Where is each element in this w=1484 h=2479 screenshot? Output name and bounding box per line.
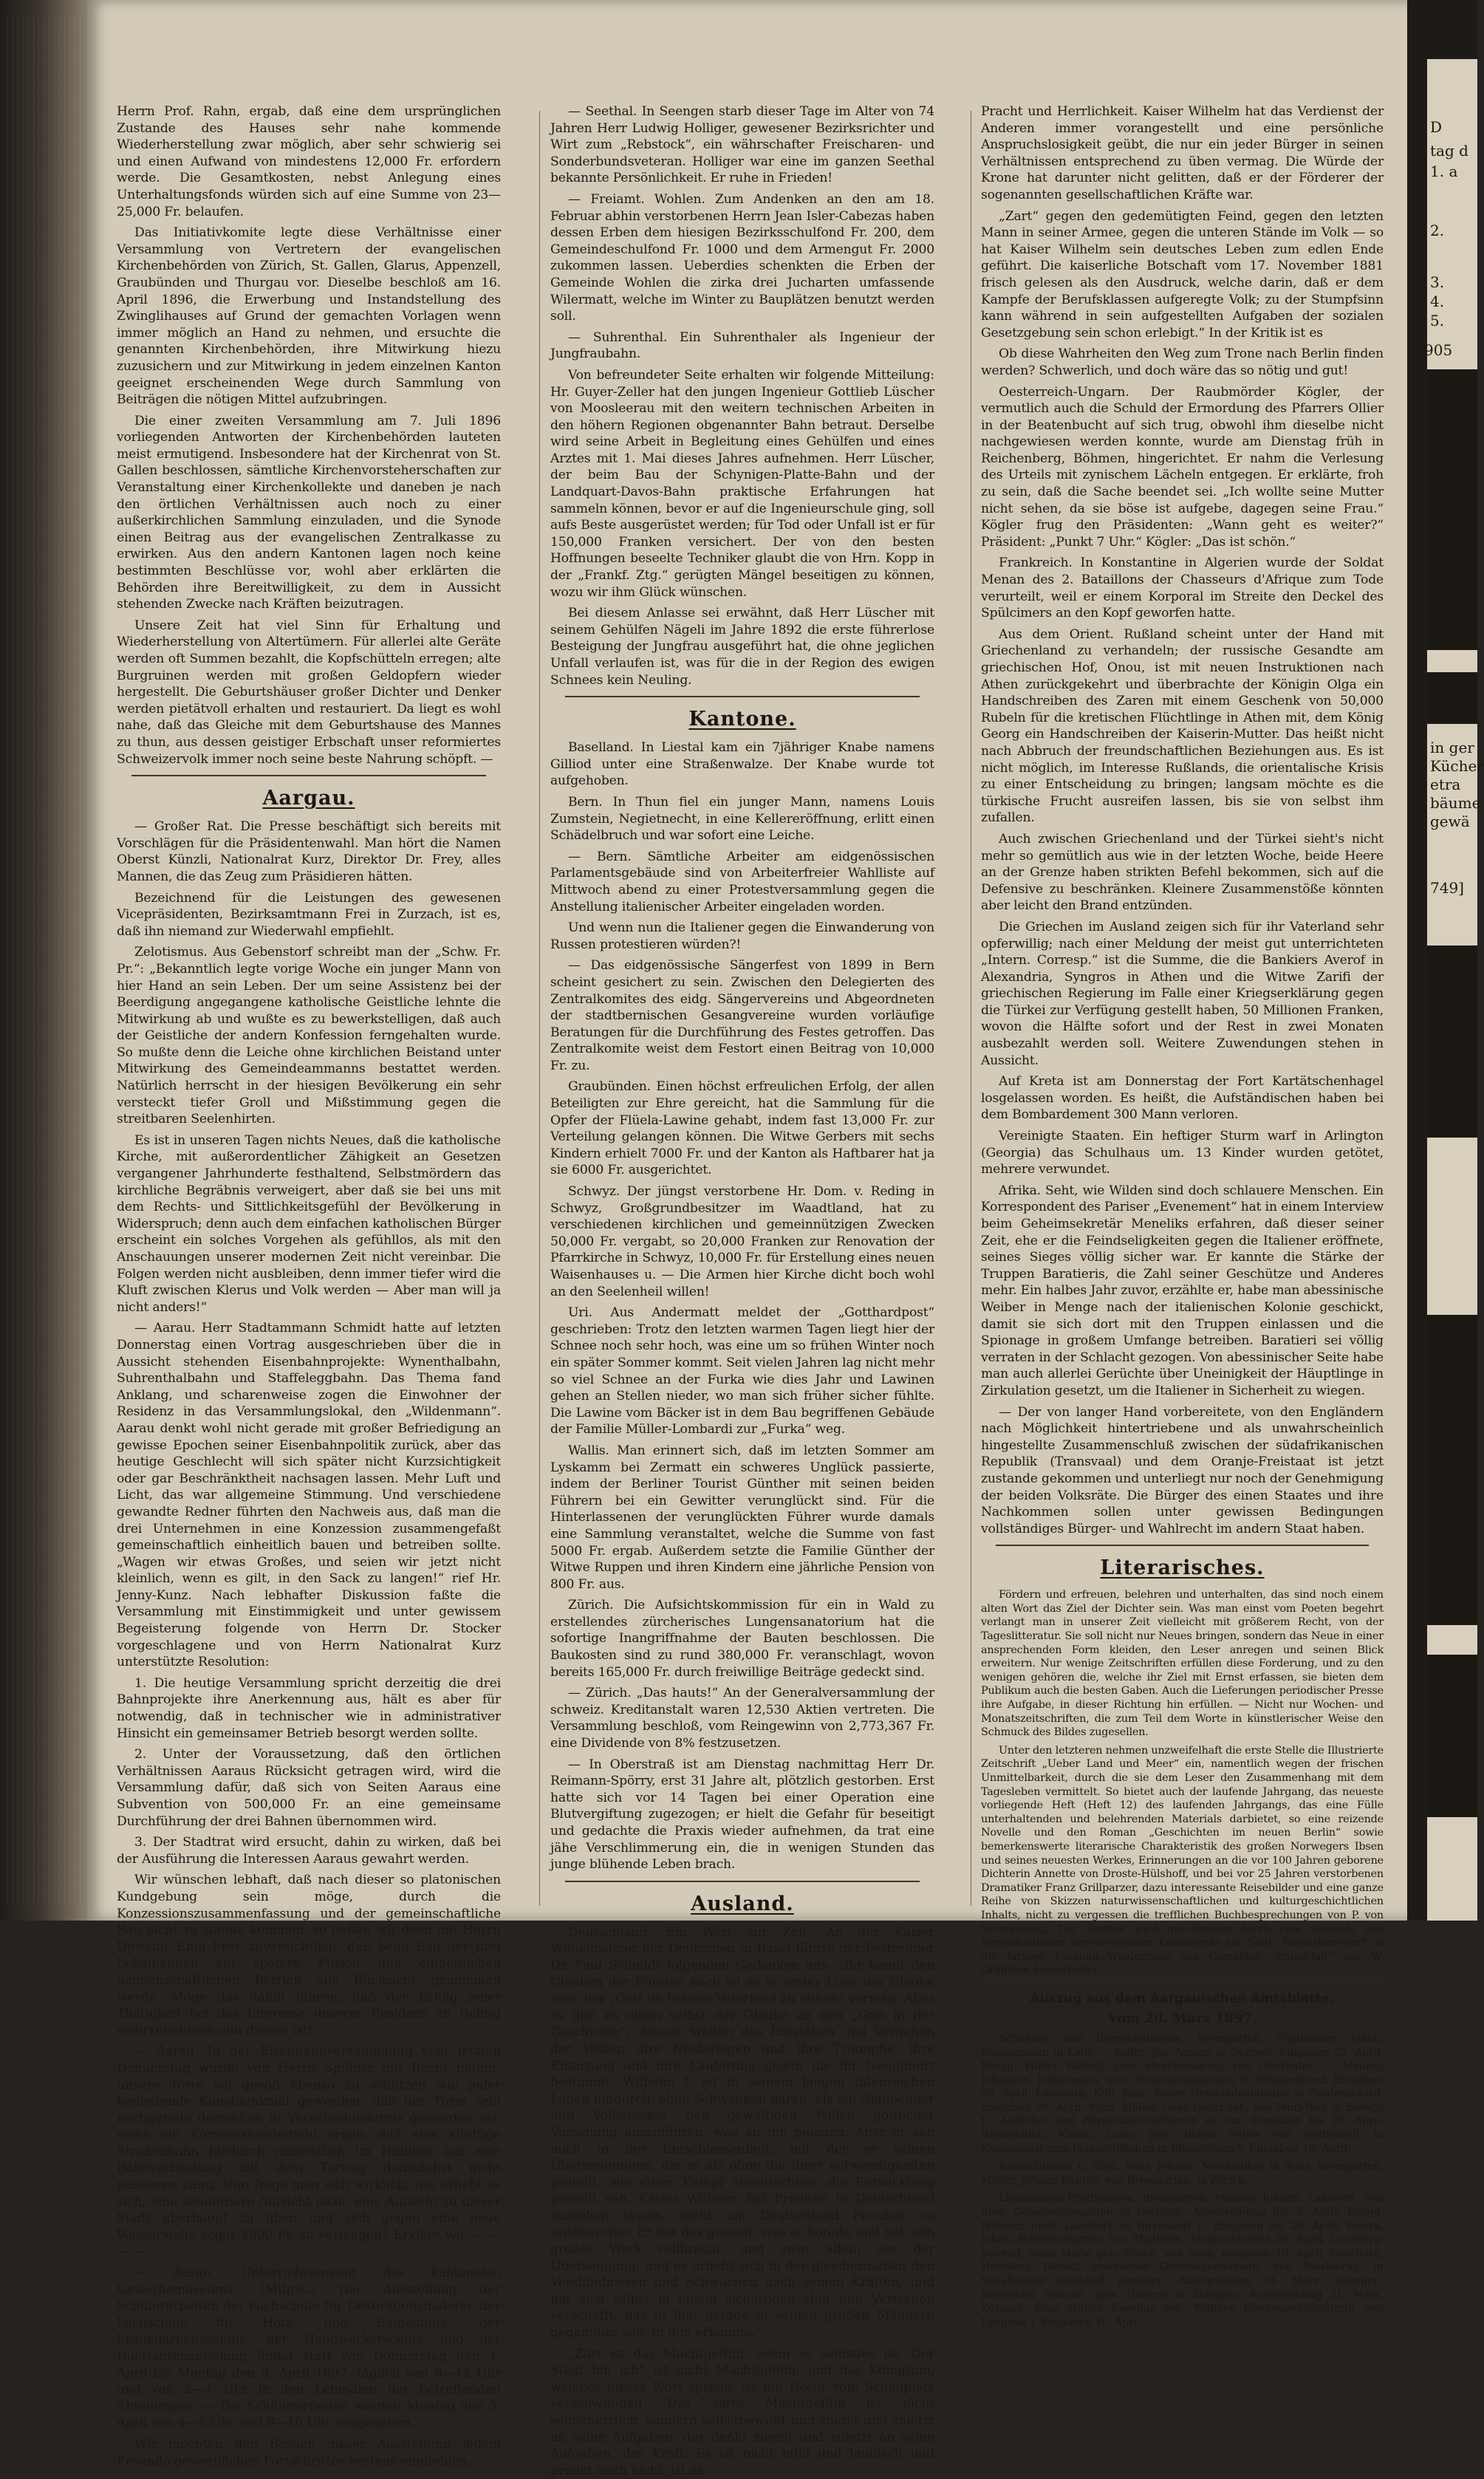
strip-text: D <box>1430 118 1443 136</box>
paragraph: Zürich. Die Aufsichtskommission für ein in Wald zu erstellendes zürcherisches Lungensanatorium hat die sofortige Inangriffnahme der Bauten beschlossen. Die Baukosten sind zu rund 380,000 Fr. veranschlagt, wovon bereits 165,000 Fr. durch freiwillige Beiträge gedeckt sind. <box>550 1598 934 1680</box>
section-heading-ausland: Ausland. <box>691 1892 794 1915</box>
paragraph: Graubünden. Einen höchst erfreulichen Erfolg, der allen Beteiligten zur Ehre gereicht, hat die Sammlung für die Opfer der Flüela-Lawine gehabt, indem fast 13,000 Fr. zur Verteilung gelangen können. Die Witwe Gerbers mit sechs Kindern erhielt 7000 Fr. und der Kanton als Haftbarer hat ja sie 6000 Fr. ausgerichtet. <box>550 1079 934 1178</box>
section-divider <box>996 1545 1369 1546</box>
dark-ad-block <box>1427 1315 1477 1625</box>
column-3 <box>981 103 1384 2328</box>
strip-text: gewä <box>1430 813 1470 830</box>
paragraph: — Aarau. Herr Stadtammann Schmidt hatte auf letzten Donnerstag einen Vortrag ausgeschrieben über die in Aussicht stehenden Eisenbahnprojekte: Wynenthalbahn, Suhrenthalbahn und Staffeleggbahn. Das Thema fand Anklang, und scharenweise zogen die Einwohner der Residenz in das Versammlungslokal, den „Wildenmann“. Aarau denkt wohl nicht gerade mit großer Befriedigung an gewisse Epochen seiner Eisenbahnpolitik zurück, aber das heutige Geschlecht will sich später nicht Kurzsichtigkeit oder gar Beschränktheit nachsagen lassen. Mehr Luft und Licht, das war allgemeine Stimmung. Und verschiedene gewandte Redner führten den Nachweis aus, daß man die drei Unternehmen in eine Konzession zusammengefaßt gemeinschaftlich einheitlich bauen und betreiben sollte. „Wagen wir etwas Großes, und seien wir jetzt nicht kleinlich, wenn es gilt, in den Sack zu langen!“ rief Hr. Jenny-Kunz. Nach lebhafter Diskussion faßte die Versammlung mit Einstimmigkeit und unter gewissem Begeisterung folgende von Herrn Dr. Stocker vorgeschlagene und von Herrn Nationalrat Kurz unterstützte Resolution: <box>117 1321 501 1670</box>
paragraph: Unsere Zeit hat viel Sinn für Erhaltung und Wiederherstellung von Altertümern. Für allerlei alte Geräte werden oft Summen bezahlt, die Kopfschütteln erregen; alte Burgruinen werden mit großen Geldopfern wieder hergestellt. Die Geburtshäuser großer Dichter und Denker werden pietätvoll erhalten und restauriert. Da liegt es wohl nahe, daß das Gleiche mit dem Geburtshause des Mannes zu thun, aus dessen geistiger Erbschaft unser reformiertes Schweizervolk immer noch seine beste Nahrung schöpft. — <box>117 618 501 767</box>
strip-text: 3. <box>1430 273 1445 291</box>
section-divider <box>565 696 920 697</box>
paragraph: Die Griechen im Ausland zeigen sich für ihr Vaterland sehr opferwillig; nach einer Meldung der meist gut unterrichteten „Intern. Corresp.“ ist die Summe, die die Bankiers Averof in Alexandria, Syngros in Athen und die Witwe Zarifi der griechischen Regierung im Falle einer Kriegserklärung gegen die Türkei zur Verfügung gestellt haben, 50 Millionen Franken, wovon die Hälfte sofort und der Rest in zwei Monaten ausbezahlt werden soll. Weitere Zuwendungen stehen in Aussicht. <box>981 919 1384 1068</box>
paragraph: Bezeichnend für die Leistungen des gewesenen Vicepräsidenten, Bezirksamtmann Frei in Zurzach, ist es, daß ihn niemand zur Wiederwahl empfiehlt. <box>117 890 501 939</box>
paragraph: Schulden- und Bürgschaftsrüfe. Bremgarten. Füglistaller, Jakob, Bizeammann in Lieli. — Koller, Jos. Antons in Oberwil. Eingaben 22. April. Brugg. Huber Rudolf, gew. Straßenwärter, von Oberhalm. — Maurer, Johannes, Johannesen, gew. Gemeindeammann in Schmiedrued. Eingaben 30. April. Lenzburg. Kull, Jaak. Seiler. Gemeindeammann in Gontenschwil. Eingaben 30. April. Muri. Müller, Goar Leonz sel., von Muri-Wey, in Boswyl †. Aufgebot und Bürgschaftsverfahren zu tun. Eingaben bis 20. April. Rheinfelden. Kistler, Louis, gew. Bohni, Witwe von Wölflinswil, in Kaiseraugst zum Feldschlößchen in Rheinfelden †. Eingaben 19. April. <box>981 2032 1384 2155</box>
paragraph: Deutschland. Ein Wort zur Zeit. An der Kaiser Wilhelmsfeier der Deutschen in Basel führte der Festredner Dr. Paul Schmidt folgenden Gedanken aus: „Ihr kennt den Glauben der Fürsten nach ist es in erster Linie der Glaube sein, der „Gott im hehren Vaterland zu ahnen“ vermag. Aber es gibt es einen selbst der Glaube an den „Gott in der Geschichte“, dessen Walten das Entstehen und Vergehen der Völker, ihre Niederlagen und ihre Triumphe, ihre Entartung und ihre Läuterung gegen die ihr Neugeburt bestimmt. Wilhelm I. ist in seinem langen tatenreichen Leben hindurch, ohne Schwanken daran, als ein Glaubender und Vollstrecker den gewaltigen Willen göttlicher Vorsehung auszuführen, was an ihn gelegen. Aber er sah auch in der Entschlossenheit, mit der er seinen Überzeugungen, die er als ohne die ihrer notwendigkeiten gestellt, wie einen Kampf auszufechten, die Entwicklung gestellt sah. Kaiser Wilhelm hat Preußen in Deutschland aufgehen lassen, nicht um Deutschland Preußen zu unterwerfen. Er hat das gezeigt, was er konnte und hat sein großes Werk vollbracht, und zwar allein aus der Überzeugung, und es erhebt sich in der gleichermaßen den Verständnissen und Schwächen nach seinen Kräften, und hat sich selbst in einem sichernden Halt und Vertrauen verschafft, das in ihm gerade in seinen großen Männern gegenüber sah, in ihm erkannte.“ <box>550 1924 934 2341</box>
resolution-item: 1. Die heutige Versammlung spricht derzeitig die drei Bahnprojekte ihre Anerkennung aus, hält es aber für notwendig, daß in technischer wie in administrativer Hinsicht ein gemeinsamer Betrieb besorgt werden sollte. <box>117 1675 501 1741</box>
strip-text: 1. a <box>1430 163 1458 180</box>
paragraph: — Zürich. „Das hauts!“ An der Generalversammlung der schweiz. Kreditanstalt waren 12,530 Aktien vertreten. Die Versammlung beschloß, vom Reingewinn von 2,773,367 Fr. eine Dividende von 8% festzusetzen. <box>550 1686 934 1751</box>
paragraph: Unter den letzteren nehmen unzweifelhaft die erste Stelle die Illustrierte Zeitschrift „Ueber Land und Meer“ ein, namentlich wegen der frischen Unmittelbarkeit, durch die sie dem Leser den Zusammenhang mit dem Tagesleben vermittelt. So bietet auch der laufende Jahrgang, das neueste vorliegende Heft (Heft 12) des laufenden Jahrgangs, das eine Fülle unterhaltenden und belehrenden Materials darbietet, so eine reizende Novelle und den Roman „Geschichten im neuen Berlin“ sowie bemerkenswerte literarische Charakteristik des großen Norwegers Ibsen und seines neuesten Werkes, Erinnerungen an die vor 100 Jahren geborene Dichterin Annette von Droste-Hülshoff, und bei vor 25 Jahren verstorbenen Dramatiker Franz Grillparzer, dazu interessante Reisebilder und eine ganze Reihe von Skizzen naturwissenschaftlichen und kulturgeschichtlichen Inhalts, nicht zu vergessen die trefflichen Buchbesprechungen von P. von Szczepanski. Der Textteil wird geschmückt durch eine Auswahl von Reproduktionen hervorragender Kunstwerke zur Seite. Bemerkenswert ist die farbige Faksimile-Wiedergabe des Gemäldes „Enten-fall“ von W. Gräbhein hervorheben. <box>981 1744 1384 1977</box>
paragraph: — In Oberstraß ist am Dienstag nachmittag Herr Dr. Reimann-Spörry, erst 31 Jahre alt, plötzlich gestorben. Erst hatte sich vor 14 Tagen bei einer Operation eine Blutvergiftung zugezogen; er hielt die Gefahr für beseitigt und gedachte die Praxis wieder aufnehmen, da trat eine jähe Verschlimmerung ein, die in wenigen Stunden das junge blühende Leben brach. <box>550 1757 934 1873</box>
paragraph: Wir wünschen lebhaft, daß nach dieser so platonischen Kundgebung sein möge, durch die Konzessionszusammenfassung und der gemeinschaftliche Bau nicht zu stande kommen, so hoffen wir doch mit Herrn Direktor Emil Frey zuversichtlich, daß beim Bau der drei Lokalbahnen auf spätere Fusion und einheitlichen gemeinschaftlichen Betrieb alle Rücksicht genommen werde. Möge das dahin führen, daß der Erfolg jener Thätigkeit bei das Interesse unserer Residenz zu richtig wahrzunehmen und dienen ist! <box>117 1873 501 2038</box>
section-heading-literarisches: Literarisches. <box>1100 1556 1265 1580</box>
paragraph: Auch zwischen Griechenland und der Türkei sieht's nicht mehr so gemütlich aus wie in der letzten Woche, beide Heere an der Grenze haben strikten Befehl bekommen, sich auf die Defensive zu beschränken. Kleinere Zusammenstöße könnten aber leicht den Brand entzünden. <box>981 831 1384 914</box>
strip-text: tag d <box>1430 142 1468 160</box>
paragraph: Ob diese Wahrheiten den Weg zum Trone nach Berlin finden werden? Schwerlich, und doch wäre das so nötig und gut! <box>981 346 1384 378</box>
paragraph: — Bern. Sämtliche Arbeiter am eidgenössischen Parlamentsgebäude sind von Arbeiterfreier Wahlliste auf Mittwoch abend zu einer Protestversammlung gegen die Anstellung italienischer Arbeiter eingeladen worden. <box>550 849 934 914</box>
resolution-item: 2. Unter der Voraussetzung, daß den örtlichen Verhältnissen Aaraus Rücksicht getragen wird, wird die Versammlung dafür, daß sich von Seiten Aaraus eine Subvention von 500,000 Fr. an eine gemeinsame Durchführung der drei Bahnen übernommen wird. <box>117 1747 501 1829</box>
paragraph: Fördern und erfreuen, belehren und unterhalten, das sind noch einem alten Wort das Ziel der Dichter sein. Was man einst vom Poeten begehrt verlangt man in unserer Zeit vielleicht mit größerem Recht, von der Tageslitteratur. Sie soll nicht nur Neues bringen, sondern das Neue in einer ansprechenden Form kleiden, den Leser anregen und seinen Blick erweitern. Nur wenige Zeitschriften erfüllen diese Forderung, und zu den wenigen gehören die, welche ihr Ziel mit Ernst erfassen, sie bieten dem Publikum auch die besten Gaben. Auch die Lieferungen periodischer Presse ihre Aufgabe, in dieser Richtung hin erfüllen. — Nicht nur Wochen- und Monatszeitschriften, die zum Teil dem Worte in künstlerischer Weise den Schmuck des Bildes zugesellen. <box>981 1589 1384 1739</box>
dark-ad-block <box>1427 672 1477 724</box>
section-divider <box>981 1982 1384 1984</box>
paragraph: Herrn Prof. Rahn, ergab, daß eine dem ursprünglichen Zustande des Hauses sehr nahe kommende Wiederherstellung zwar möglich, aber sehr schwierig sei und einen Aufwand von mindestens 12,000 Fr. erfordern werde. Die Gesamtkosten, nebst Anlegung eines Unterhaltungsfonds würden sich auf eine Summe von 23—25,000 Fr. belaufen. <box>117 104 501 219</box>
paragraph: „Zart“ gegen den gedemütigten Feind, gegen den letzten Mann in seiner Armee, gegen die unteren Stände im Volk — so hat Kaiser Wilhelm sein deutsches Leben zum edlen Ende geführt. Die kaiserliche Botschaft vom 17. November 1881 frisch gelesen als den Ausdruck, welche darin, daß er dem Kampfe der Berufsklassen aufgeregte Volk; zu der Stumpfsinn kann während in sein aufgestellten Aufgaben der sozialen Gesetzgebung sein schon erlebigt.“ In der Kritik ist es <box>981 208 1384 341</box>
dark-ad-block <box>1427 369 1477 650</box>
column-2 <box>550 103 934 2478</box>
paragraph: Frankreich. In Konstantine in Algerien wurde der Soldat Menan des 2. Bataillons der Chasseurs d'Afrique zum Tode verurteilt, weil er einem Korporal im Streite den Deckel des Spülcimers an den Kopf geworfen hatte. <box>981 555 1384 621</box>
strip-text: 4. <box>1430 293 1445 310</box>
resolution-item: 3. Der Stadtrat wird ersucht, dahin zu wirken, daß bei der Ausführung die Interessen Aaraus gewahrt werden. <box>117 1835 501 1867</box>
section-heading-aargau: Aargau. <box>262 787 355 810</box>
paragraph: Zelotismus. Aus Gebenstorf schreibt man der „Schw. Fr. Pr.“: „Bekanntlich legte vorige Woche ein junger Mann von hier Hand an sein Leben. Der um seine Assistenz bei der Beerdigung angegangene katholische Geistliche lehnte die Mitwirkung ab und wußte es zu bewerkstelligen, daß auch der Geistliche der andern Konfession ferngehalten wurde. So mußte denn die Leiche ohne kirchlichen Beistand unter Mitwirkung des Gemeindeammanns bestattet werden. Natürlich herrscht in der hiesigen Bevölkerung ein sehr versteckt tiefer Groll und Mißstimmung gegen die streitbaren Seelenhirten. <box>117 945 501 1127</box>
paragraph: Rehabilitation n. Zurz. Rohr, Johann, Mechaniker in Rohr. Bremgarten. Müller, Johann Baptist, von Bremgarten, in Zürich. <box>981 2161 1384 2186</box>
paragraph: Aus dem Orient. Rußland scheint unter der Hand mit Griechenland zu verhandeln; der russische Gesandte am griechischen Hof, Onou, ist mit neuen Instruktionen nach Athen zurückgekehrt und überbrachte der Königin Olga ein Handschreiben des Zaren mit einem Geschenk von 50,000 Rubeln für die kretischen Flüchtlinge in Athen mit, dem König Georg ein Handschreiben der Kaiserin-Mutter. Das heißt nicht nach Abbruch der freundschaftlichen Beziehungen aus. Es ist nicht möglich, im Interesse Rußlands, die orientalische Krisis zu einer Entscheidung zu bringen; langsam möchte es die türkische Frucht ausreifen lassen, bis sie von selbst ihm zufallen. <box>981 626 1384 826</box>
dark-ad-block <box>1427 946 1477 1138</box>
paragraph: — Suhrenthal. Ein Suhrenthaler als Ingenieur der Jungfraubahn. <box>550 329 934 362</box>
paragraph: Bei diesem Anlasse sei erwähnt, daß Herr Lüscher mit seinem Gehülfen Nägeli im Jahre 1892 die erste führerlose Besteigung der Jungfrau ausgeführt hat, die ohne jeglichen Unfall verlaufen ist, was für die in der Region des ewigen Schnees kein Neuling. <box>550 606 934 688</box>
book-binding <box>0 0 87 1921</box>
paragraph: Wir möchten den Besuch dieser Ausstellung jedem Freunde gewerblichen Fortschrittes bestens empfehlen. <box>117 2436 501 2469</box>
paragraph: Es ist in unseren Tagen nichts Neues, daß die katholische Kirche, mit außerordentlicher Zähigkeit an Gesetzen vergangener Jahrhunderte festhaltend, Selbstmördern das kirchliche Begräbnis verweigert, aber daß sie bei uns mit dem Rechts- und Sittlichkeitsgefühl der Bevölkerung in Widerspruch; denn auch dem einfachen katholischen Bürger erscheint ein solches Vorgehen als gefühllos, als mit den Anschauungen unserer modernen Zeit nicht vereinbar. Die Folgen werden nicht ausbleiben, denn immer tiefer wird die Kluft zwischen Klerus und Volk werden — Aber man will ja nicht anders!“ <box>117 1132 501 1315</box>
paragraph: Und wenn nun die Italiener gegen die Einwanderung von Russen protestieren würden?! <box>550 920 934 952</box>
strip-text: Kücher <box>1430 757 1484 775</box>
paragraph: Vereinigte Staaten. Ein heftiger Sturm warf in Arlington (Georgia) das Schulhaus um. 13 Kinder wurden getötet, mehrere verwundet. <box>981 1129 1384 1177</box>
paragraph: Oesterreich-Ungarn. Der Raubmörder Kögler, der vermutlich auch die Schuld der Ermordung des Pfarrers Ollier in der Beatenbucht auf sich trug, obwohl ihm dieselbe nicht nachgewiesen werden konnte, wurde am Dienstag früh in Reichenberg, Böhmen, hingerichtet. Er nahm die Verlesung des Urteils mit zynischem Lächeln entgegen. Er erklärte, froh zu sein, daß die Sache beendet sei. „Ich wollte seine Mutter nicht sehen, da sie böse ist aufgebe, dagegen seine Frau.“ Kögler frug den Präsidenten: „Wann geht es weiter?“ Präsident: „Punkt 7 Uhr.“ Kögler: „Das ist schön.“ <box>981 384 1384 550</box>
dark-ad-block <box>1427 1655 1477 1817</box>
paragraph: Von befreundeter Seite erhalten wir folgende Mitteilung: Hr. Guyer-Zeller hat den jungen Ingenieur Gottlieb Lüscher von Moosleerau mit den weitern technischen Arbeiten in den höhern Regionen obgenannter Bahn betraut. Derselbe wird seine Arbeit in Begleitung eines Gehülfen und eines Arztes mit 1. Mai dieses Jahres aufnehmen. Herr Lüscher, der beim Bau der Schynigen-Platte-Bahn und der Landquart-Davos-Bahn praktische Erfahrungen hat sammeln können, bevor er auf die Ingenieurschule ging, soll aufs Beste ausgerüstet werden; für Tod oder Unfall ist er für 150,000 Franken versichert. Der von den besten Hoffnungen beseelte Techniker glaubt die von Hrn. Kopp in der „Frankf. Ztg.“ gerügten Mängel beseitigen zu können, wozu wir ihm Glück wünschen. <box>550 367 934 600</box>
strip-text: bäume <box>1430 794 1481 812</box>
paragraph: Liquidations-Eröffnungen. Bremgarten. Maurer, Johann, Landwirt, von Sins; Gemeindebeamten in Dottikon. Anschreibung bis 3. April. Brugg. Widmer, Josef, Landwirt, in Birrenlauf †. Eingaben bis 20. April. Bezirk. Jakob, Wilmensmartins von Thalheim. Einspruchsfrist 20. April. Lenzburg. Schmid, Anna Maria geb. Frider, von Seon, eingaben 10. April. Lenzburg. Hunziker, Rudolf, gewesener Gemeindeammann, von Mosleerau, in Schafisheim wohnhaft gewesen. Anschreibung 31. März. Zofingen. Baubolder, Samuel, gew. Tierarzt in Zofingen. Anschreibung 31. März. Zurzach. Frau Müller, Karolina geb. Widmer, Ellenwarenhändlerin, von Lengnau †. Eingaben 19. April. <box>981 2192 1384 2328</box>
paragraph: — Freiamt. Wohlen. Zum Andenken an den am 18. Februar abhin verstorbenen Herrn Jean Isler-Cabezas haben dessen Erben dem hiesigen Bezirksschulfond Fr. 200, dem Gemeindeschulfond Fr. 1000 und dem Armengut Fr. 2000 zukommen lassen. Ueberdies schenkten die Erben der Gemeinde Wohlen die zirka drei Jucharten umfassende Wilermatt, welche im Winter zu Bauplätzen benutzt werden soll. <box>550 191 934 324</box>
paragraph: Pracht und Herrlichkeit. Kaiser Wilhelm hat das Verdienst der Anderen immer vorangestellt und eine persönliche Anspruchslosigkeit geübt, die nur ein jeder Bürger in seinen Verhältnissen entsprechend zu üben vermag. Die Würde der Krone hat darunter nicht gelitten, daß er der Förderer der sogenannten gesellschaftlichen Kräfte war. <box>981 104 1384 202</box>
section-divider <box>131 775 486 776</box>
strip-text: 5. <box>1430 312 1445 329</box>
paragraph: Wallis. Man erinnert sich, daß im letzten Sommer am Lyskamm bei Zermatt ein schweres Unglück passierte, indem der Berliner Tourist Günther mit seinen beiden Führern bei ein Gewitter verunglückt sind. Für die Hinterlassenen der verunglückten Führer wurde damals eine Sammlung veranstaltet, welche die Summe von fast 5000 Fr. ergab. Außerdem setzte die Familie Günther der Witwe Ruppen und ihren Kindern eine jährliche Pension von 800 Fr. aus. <box>550 1443 934 1592</box>
paragraph: — Seethal. In Seengen starb dieser Tage im Alter von 74 Jahren Herr Ludwig Holliger, gewesener Bezirksrichter und Wirt zum „Rebstock“, ein währschafter Freischaren- und Sonderbundsveteran. Holliger war eine im ganzen Seethal bekannte Persönlichkeit. Er ruhe in Frieden! <box>550 104 934 186</box>
paragraph: Die einer zweiten Versammlung am 7. Juli 1896 vorliegenden Antworten der Kirchenbehörden lauteten meist ermutigend. Insbesondere hat der Kirchenrat von St. Gallen beschlossen, sämtliche Kirchenvorsteherschaften zur Veranstaltung einer Kirchenkollekte und daneben je nach den örtlichen Verhältnissen auch noch zu einer außerkirchlichen Sammlung einzuladen, und die Synode einen Beitrag aus der evangelischen Zentralkasse zu erwirken. Aus den andern Kantonen lagen noch keine bestimmten Beschlüsse vor, wohl aber erklärten die Behörden ihre Bereitwilligkeit, zu dem in Aussicht stehenden Zwecke nach Kräften beizutragen. <box>117 413 501 612</box>
amtsblatt-heading: Auszug aus dem Aargauischen Amtsblatte. <box>1030 1991 1335 2006</box>
paragraph: Uri. Aus Andermatt meldet der „Gotthardpost“ geschrieben: Trotz den letzten warmen Tagen liegt hier der Schnee noch sehr hoch, was eine um so frühen Winter noch ein später Sommer kommt. Seit vielen Jahren lag nicht mehr so viel Schnee an der Furka wie dies Jahr und Lawinen gehen an Stellen nieder, wo man sich früher sicher fühlte. Die Lawine vom Bäcker ist in dem Bau begriffenen Gebäude der Familie Müller-Lombardi zur „Furka“ weg. <box>550 1305 934 1437</box>
strip-text: in ger <box>1430 739 1474 756</box>
strip-text: 905 <box>1424 341 1453 359</box>
paragraph: — Aarau. In der Eisenbahnversammlung vom letzten Donnerstag wurde von Herrn Spühler mit Recht betont, unsere Torre sei gewiß ebenso zu schützen wie jeder bedeutende Kunstdenkmal geworden, daß der Turm sein nachgerade dermaßen in Verkehrshindernis geworden sei, wenn ein Kommissionsbericht ergab, daß eine künftige Straßenbahn hiedurch namentlich im Hinblick auf eine Bahnverbindung mit dem Torweg demnächst nicht passieren kann. Nun frage man sich wirklich, wie erhebt es sich, eine sonderbare Aufsicht dazu, eine Aufsicht zu dieser Stadt überhaupt zu üben und sich gegen eine neue Wasserstelle sogar 4800 Fr. zu verlangen? Erkläre wir — — — — <box>117 2044 501 2260</box>
strip-text: etra <box>1430 776 1461 793</box>
column-rule <box>539 111 540 1906</box>
paragraph: Das Initiativkomite legte diese Verhältnisse einer Versammlung von Vertretern der evangelischen Kirchenbehörden von Zürich, St. Gallen, Glarus, Appenzell, Graubünden und Thurgau vor. Dieselbe beschloß am 16. April 1896, die Erwerbung und Instandstellung des Zwinglihauses auf Grund der gemachten Vorlagen wenn immer möglich an Hand zu nehmen, und ersuchte die genannten Kirchenbehörden, ihre Mitwirkung hiezu zuzusichern und zur Mitwirkung in jedem einzelnen Kanton geeignet erscheinenden Wege durch Sammlung von Beiträgen die nötigen Mittel aufzubringen. <box>117 225 501 408</box>
strip-text: 749] <box>1430 879 1464 897</box>
paragraph: Bern. In Thun fiel ein junger Mann, namens Louis Zumstein, Negietnecht, in eine Kellereröffnung, erlitt einen Schädelbruch und war sofort eine Leiche. <box>550 794 934 844</box>
next-page-strip <box>1424 59 1484 1921</box>
paragraph: „Zart ist das Machtgefühl, wenn es selbstlos ist. Der Staat bin Ich“ ist nicht Machtgefühl, und das Königtum, welches dieses Wort sprach, ist mit Recht vom Schauplatz verschwunden. Das zarte Machtgefühl ist nicht selbstherrlich, sondern selbstbewußt und zuerst und zuletzt an seine Aufgaben, der denkt zuerst und zuletzt an seine Aufgaben, der Kraft. Es ist nicht eitel und launisch und prunkt auch nicht, ist es <box>550 2346 934 2478</box>
section-heading-kantone: Kantone. <box>688 708 796 731</box>
strip-text: 2. <box>1430 222 1445 239</box>
paragraph: Auf Kreta ist am Donnerstag der Fort Kartätschenhagel losgelassen worden. Es heißt, die Aufständischen haben bei dem Bombardement 300 Mann verloren. <box>981 1074 1384 1123</box>
paragraph: — Das eidgenössische Sängerfest von 1899 in Bern scheint gesichert zu sein. Zwischen den Delegierten des Zentralkomites des eidg. Sängervereins und Abgeordneten der stadtbernischen Gesangvereine wurden vorläufige Beratungen für die Durchführung des Festes getroffen. Das Zentralkomite weist dem Festort einen Beitrag von 10,000 Fr. zu. <box>550 958 934 1073</box>
paragraph: — Der von langer Hand vorbereitete, von den Engländern nach Möglichkeit hintertriebene und als unwahrscheinlich hingestellte Zusammenschluß zwischen der südafrikanischen Republik (Transvaal) und dem Oranje-Freistaat ist jetzt zustande gekommen und unterliegt nur noch der Genehmigung der beiden Volksräte. Die Bürger des einen Staates und ihre Nachkommen sollen unter gewissen Bedingungen vollständiges Bürger- und Wahlrecht im andern Staat haben. <box>981 1404 1384 1536</box>
section-divider <box>565 1881 920 1882</box>
paragraph: Schwyz. Der jüngst verstorbene Hr. Dom. v. Reding in Schwyz, Großgrundbesitzer im Waadtland, hat zu verschiedenen kirchlichen und gemeinnützigen Zwecken 50,000 Fr. vergabt, so 20,000 Franken zur Renovation der Pfarrkirche in Schwyz, 10,000 Fr. für Erstellung eines neuen Waisenhauses u. — Die Armen hier Kirche dicht boch wohl an den Seelenheil willen! <box>550 1184 934 1299</box>
column-1 <box>117 103 501 2469</box>
paragraph: Baselland. In Liestal kam ein 7jähriger Knabe namens Gilliod unter eine Straßenwalze. Der Knabe wurde tot aufgehoben. <box>550 740 934 789</box>
paragraph: — Großer Rat. Die Presse beschäftigt sich bereits mit Vorschlägen für die Präsidentenwahl. Man hört die Namen Oberst Künzli, Nationalrat Kurz, Direktor Dr. Frey, alles Mannen, die das Zeug zum Präsidieren hätten. <box>117 819 501 884</box>
paragraph: — Aarau. Unterrichtsanstalt des kantonalen Gewerbemuseums. (Mitget.) Die Ausstellung der Schülerarbeiten der Fachschule für Dekorationsmalerei, der Fachschule für Holz- und Bautechnik, der Frauenarbeitsschule, der Handwerkerschule und der Dilettantenabteilung findet statt von Donnerstag den 1. April bis Montag den 5. April 1897, täglich von 9—12 Uhr und von 2—4 Uhr in den Lehrsälen der betreffenden Abteilungen. — Die Schülerarbeiten werden Montag den 5. April von 4—6 Uhr und 8—10 Uhr ausgegeben. <box>117 2266 501 2431</box>
paragraph: Afrika. Seht, wie Wilden sind doch schlauere Menschen. Ein Korrespondent des Pariser „Evenement“ hat in einem Interview beim Geheimsekretär Meneliks erfahren, daß dieser seiner Zeit, ehe er die Feindseligkeiten gegen die Italiener eröffnete, seines Sieges völlig sicher war. Er kannte die Stärke der Truppen Baratieris, die Zahl seiner Geschütze und Anderes mehr. Ein halbes Jahr zuvor, erzählte er, habe man abessinische Weiber in Menge nach der italienischen Kolonie geschickt, damit sie sich dort mit den Truppen einlassen und die Spionage in großem Umfange betreiben. Baratieri sei völlig verraten in der Schlacht gezogen. Von abessinischer Seite habe man auch allerlei Gerüchte über Uneinigkeit der Häuptlinge in Zirkulation gesetzt, um die Italiener in Sicherheit zu wiegen. <box>981 1183 1384 1398</box>
amtsblatt-date: Vom 20. März 1897. <box>1107 2010 1257 2026</box>
